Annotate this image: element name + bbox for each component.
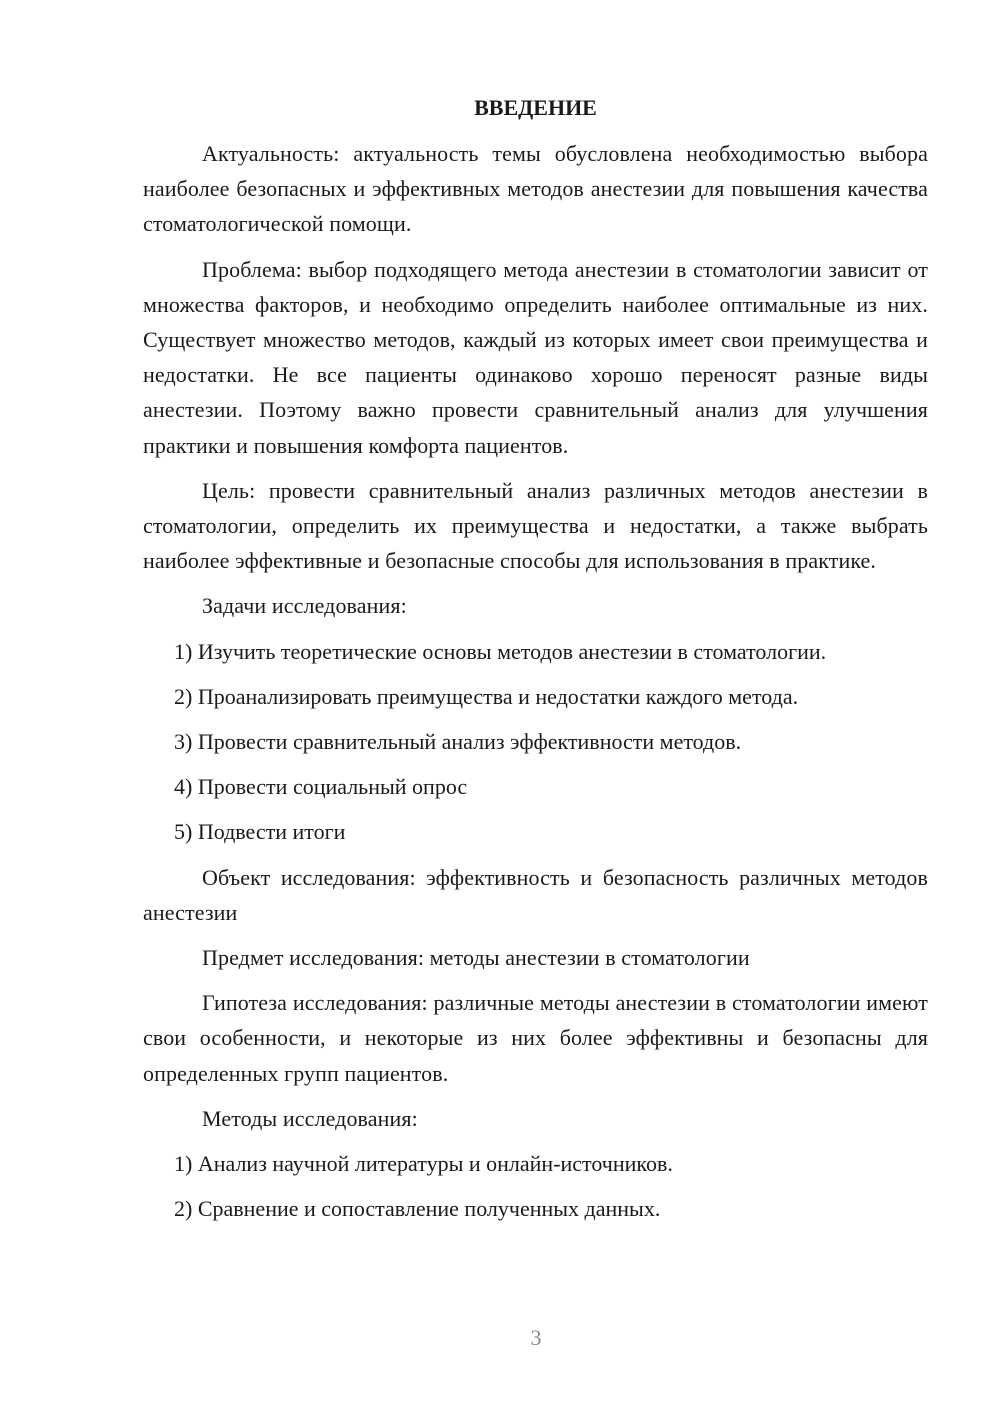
paragraph-goal: Цель: провести сравнительный анализ различных методов анестезии в стоматологии, определить их преимущества и недостатки, а также выбрать наиболее эффективные и безопасные способы для использования в практике. xyxy=(143,477,928,574)
paragraph-relevance: Актуальность: актуальность темы обусловлена необходимостью выбора наиболее безопасных и эффективных методов анестезии для повышения качества стоматологической помощи. xyxy=(143,141,928,237)
list-item: 1) Изучить теоретические основы методов анестезии в стоматологии. xyxy=(174,638,827,664)
paragraph-subject: Предмет исследования: методы анестезии в стоматологии xyxy=(202,945,750,971)
paragraph-hypothesis: Гипотеза исследования: различные методы анестезии в стоматологии имеют свои особенности, и некоторые из них более эффективны и безопасны для определенных групп пациентов. xyxy=(143,990,928,1086)
methods-list xyxy=(143,1146,928,1226)
list-item: 2) Сравнение и сопоставление полученных данных. xyxy=(174,1196,661,1222)
methods-heading: Методы исследования: xyxy=(202,1105,418,1131)
list-item: 3) Провести сравнительный анализ эффективности методов. xyxy=(174,729,742,755)
document-page xyxy=(143,92,928,1236)
list-item: 5) Подвести итоги xyxy=(174,819,346,845)
list-item: 1) Анализ научной литературы и онлайн-источников. xyxy=(174,1151,673,1177)
tasks-heading: Задачи исследования: xyxy=(202,593,407,619)
list-item: 2) Проанализировать преимущества и недостатки каждого метода. xyxy=(174,683,799,709)
paragraph-problem: Проблема: выбор подходящего метода анестезии в стоматологии зависит от множества факторов, и необходимо определить наиболее оптимальные из них. Существует множество методов, каждый из которых имеет свои преимущества и недостатки. Не все пациенты одинаково хорошо переносят разные виды анестезии. Поэтому важно провести сравнительный анализ для улучшения практики и повышения комфорта пациентов. xyxy=(143,256,928,458)
list-item: 4) Провести социальный опрос xyxy=(174,774,468,800)
paragraph-object: Объект исследования: эффективность и безопасность различных методов анестезии xyxy=(143,864,928,925)
page-title: ВВЕДЕНИЕ xyxy=(474,95,597,120)
page-number: 3 xyxy=(530,1325,542,1350)
tasks-list xyxy=(143,634,928,850)
